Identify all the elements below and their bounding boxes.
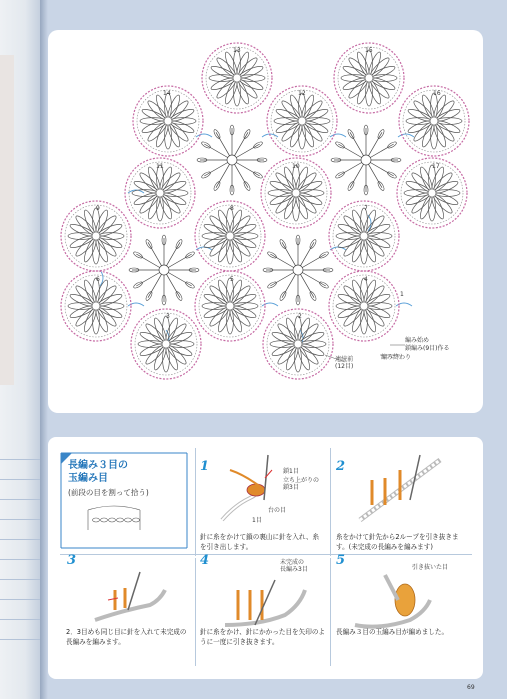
step-3-caption: 2．3目めも同じ目に針を入れて未完成の 長編みを編みます。 (66, 628, 187, 646)
step-4-label: 未完成の 長編み3目 (280, 559, 308, 574)
motif-number: 9 (96, 205, 100, 212)
step-1-label: 鎖1目 (283, 468, 299, 475)
step-4-illustration (225, 580, 305, 625)
motif-number: 14 (163, 90, 171, 97)
step-1-illustration (222, 455, 272, 520)
step-1-label: 台の目 (268, 507, 287, 514)
motif-number: 5 (230, 276, 234, 283)
motif-number: 4 (364, 276, 368, 283)
step-4-caption: 針に糸をかけ、針にかかった目を矢印のよ うに一度に引き抜きます。 (200, 628, 326, 646)
step-5-caption: 長編み３目の玉編み目が編めました。 (336, 628, 449, 636)
motif-number: 15 (365, 47, 373, 54)
technique-title-line1: 長編み３目の (68, 460, 128, 471)
motif-number: 3 (166, 313, 170, 320)
technique-title-line2: 玉編み目 (68, 473, 108, 484)
step-1-label: 立ち上がりの 鎖3目 (283, 477, 320, 492)
motif-number: 2 (298, 313, 302, 320)
annotation-chain: 鎖編み(9目)作る (405, 345, 450, 352)
annotation-join: 連続前 (12目) (335, 356, 354, 371)
annotation-start: 編み始め (405, 337, 430, 344)
step-3-illustration (95, 572, 165, 620)
motif-number: 1 (400, 291, 404, 298)
step-4-number: 4 (200, 553, 210, 568)
motif-number: 11 (156, 163, 164, 170)
step-5-illustration (355, 575, 430, 627)
motif-number: 16 (433, 90, 441, 97)
step-1-label: 1目 (252, 517, 262, 524)
motif-number: 17 (432, 163, 440, 170)
motif-number: 12 (298, 90, 306, 97)
step-3-number: 3 (67, 553, 77, 568)
step-1-caption: 針に糸をかけて鎖の裏山に針を入れ、糸 を引き出します。 (200, 533, 320, 551)
motif-number: 6 (96, 276, 100, 283)
motif-number: 8 (230, 205, 234, 212)
step-2-caption: 糸をかけて針先から2ループを引き抜きま す。(未完成の長編みを編みます) (336, 533, 459, 551)
technique-subtitle: (前段の目を割って拾う) (68, 488, 149, 497)
step-2-number: 2 (336, 459, 346, 474)
motif-number: 7 (364, 205, 368, 212)
annotation-finish: 編み終わり (381, 354, 412, 361)
motif-number: 10 (292, 163, 300, 170)
motif-number: 13 (233, 47, 241, 54)
page-number: 69 (467, 684, 475, 691)
step-2-illustration (360, 455, 440, 520)
step-1-number: 1 (200, 459, 210, 474)
step-5-label: 引き抜いた目 (412, 564, 449, 571)
step-5-number: 5 (336, 553, 346, 568)
